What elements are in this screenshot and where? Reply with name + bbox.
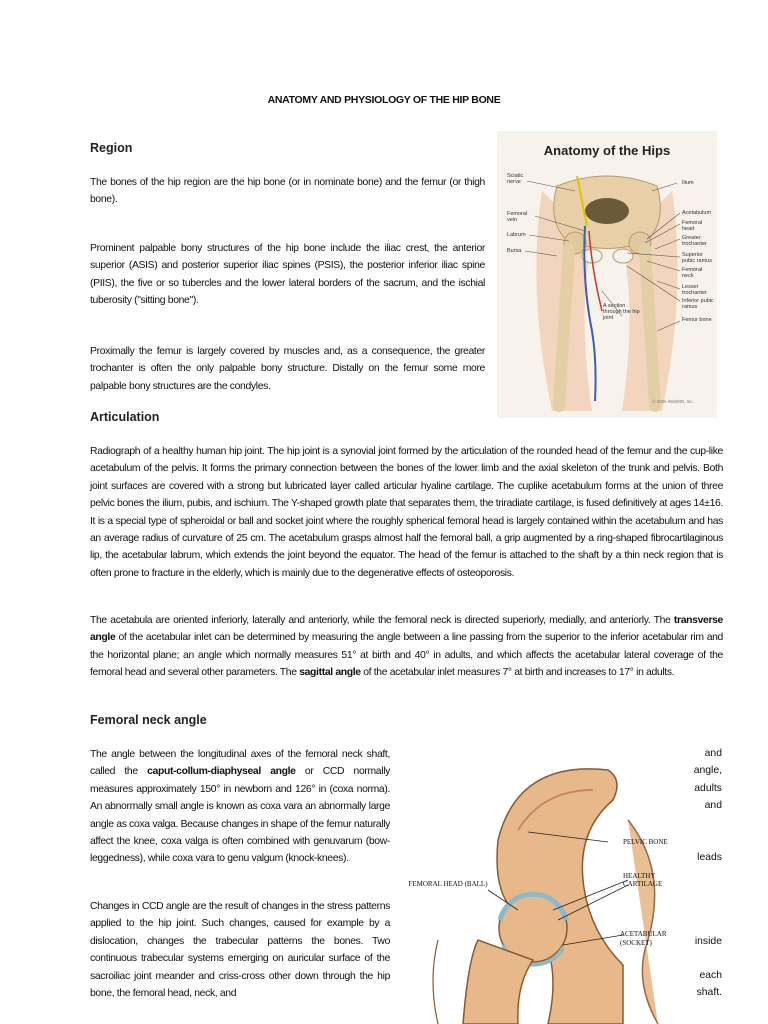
paragraph-articulation-2: The acetabula are oriented inferiorly, laterally and anteriorly, while the femoral neck is directed superiorly, medially, and anteriorly. The transverse angle of the acetabular inlet can be determined by measuring the angle between a line passing from the superior to the inferior acetabular rim and the horizontal plane; an angle which normally measures 51° at birth and 40° in adults, and which affects the acetabular lateral coverage of the femoral head and several other parameters. The sagittal angle of the acetabular inlet measures 7° at birth and increases to 17° in adults. [90,615,723,679]
label-healthy-cartilage: HEALTHY CARTILAGE [623,872,663,888]
label-labrum: Labrum [507,232,526,238]
label-acetabulum: Acetabulum [682,210,712,216]
label-femur-bone: Femur bone [682,317,712,323]
right-word: leads [697,852,722,863]
heading-articulation: Articulation [90,410,160,424]
label-section: A section through the hip joint [603,303,640,321]
label-lesser-trochanter: Lesser trochanter [682,284,707,296]
paragraph-articulation-1: Radiograph of a healthy human hip joint. The hip joint is a synovial joint formed by the articulation of the rounded head of the femur and the cup-like acetabulum of the pelvis. It forms the primary connection between the bones of the lower limb and the axial skeleton of the trunk and pelvis. Both joint surfaces are covered with a strong but lubricated layer called articular hyaline cartilage. The cuplike acetabulum forms at the union of three pelvic bones the ilium, pubis, and ischium. The Y-shaped growth plate that separates them, the triradiate cartilage, is fused definitively at ages 14±16. It is a special type of spheroidal or ball and socket joint where the roughly spherical femoral head is largely contained within the acetabulum and has an average radius of curvature of 25 cm. The acetabulum grasps almost half the femoral ball, a grip augmented by a ring-shaped fibrocartilaginous lip, the acetabular labrum, which extends the joint beyond the equator. The head of the femur is attached to the shaft by a thin neck region that is often prone to fracture in the elderly, which is mainly due to the degenerative effects of osteoporosis. [90,446,723,579]
label-bursa: Bursa [507,248,522,254]
paragraph-region-2: Prominent palpable bony structures of the hip bone include the iliac crest, the anterior superior (ASIS) and posterior superior iliac spines (PSIS), the posterior inferior iliac spine (PIIS), the five or so tubercles and the lower lateral borders of the sacrum, and the ischial tuberosity ("sitting bone"). [90,243,485,307]
hip-joint-cross-section-figure [408,760,708,1024]
label-sciatic-nerve: Sciatic nerve [507,173,524,185]
hip-joint-illustration [408,760,708,1024]
label-superior-pubic-ramus: Superior pubic ramus [682,252,712,264]
label-acetabular-socket: ACETABULAR (SOCKET) [620,930,667,947]
right-word: shaft. [696,987,722,998]
right-word: each [699,970,722,981]
figure-copyright: © 2006 WebMD, Inc. [652,399,694,404]
heading-region: Region [90,141,133,155]
page-title: ANATOMY AND PHYSIOLOGY OF THE HIP BONE [267,94,501,106]
hip-anatomy-figure [497,131,717,418]
heading-femoral-neck-angle: Femoral neck angle [90,713,207,727]
label-femoral-head: Femoral head [682,220,703,232]
right-word: adults [694,783,722,794]
label-femoral-head-ball: FEMORAL HEAD (BALL) [408,880,488,888]
paragraph-region-3: Proximally the femur is largely covered by muscles and, as a consequence, the greater trochanter is often the only palpable bony structure. Distally on the femur some more palpable bony structures are the condyles. [90,346,485,392]
right-word: and [704,748,722,759]
figure-title: Anatomy of the Hips [543,143,671,158]
right-word: angle, [693,765,722,776]
label-femoral-vein: Femoral vein [507,211,528,223]
label-ilium: Ilium [682,180,694,186]
label-greater-trochanter: Greater trochanter [682,235,707,247]
right-word: and [704,800,722,811]
label-pelvic-bone: PELVIC BONE [623,838,668,846]
label-femoral-neck: Femoral neck [682,267,703,279]
paragraph-femoral-neck-1: The angle between the longitudinal axes of the femoral neck shaft, called the caput-collum-diaphyseal angle or CCD normally measures approximately 150° in newborn and 126° in (coxa norma). An abnormally small angle is known as coxa vara an abnormally large angle as coxa valga. Because changes in shape of the femur naturally affect the knee, coxa valga is often combined with genuvarum (bow-leggedness), while coxa vara to genu valgum (knock-knees). [90,749,390,865]
paragraph-region-1: The bones of the hip region are the hip bone (or in nominate bone) and the femur (or thigh bone). [90,177,485,206]
paragraph-femoral-neck-2: Changes in CCD angle are the result of changes in the stress patterns applied to the hip joint. Such changes, caused for example by a dislocation, changes the trabecular patterns the bones. Two continuous trabecular systems emerging on auricular surface of the sacroiliac joint meander and criss-cross other down through the hip bone, the femoral head, neck, and [90,901,390,1000]
label-inferior-pubic-ramus: Inferior pubic ramus [682,298,714,310]
right-word: inside [694,936,722,947]
